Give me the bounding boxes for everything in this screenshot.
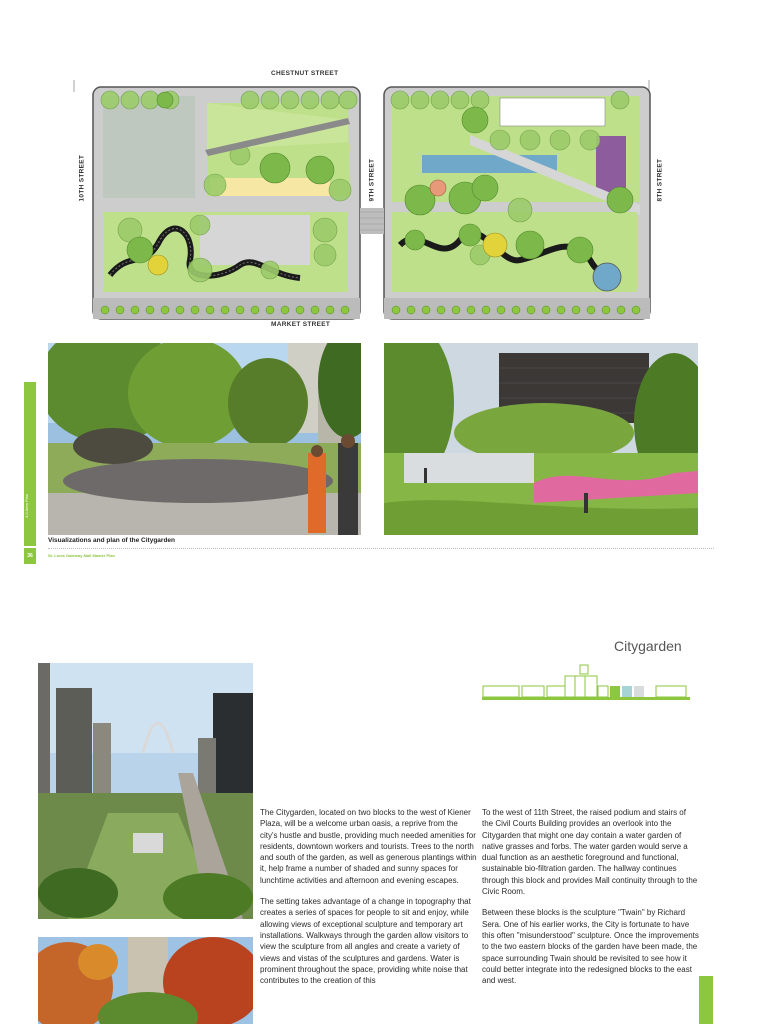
street-label-west: 10TH STREET [78, 154, 86, 202]
visualization-photo-left [48, 343, 361, 535]
paragraph: The Citygarden, located on two blocks to the west of Kiener Plaza, will be a welcome urban oasis, a reprive from the city's hustle and bustle, providing much needed amenities for residents, downtown workers and tourists. Trees to the north and south of the garden, as well as generous plantings within it, help frame a number of shaded and sunny spaces for lunchtime activities and afternoon and evening escapes. [260, 808, 477, 885]
right-accent-bar [699, 976, 713, 1024]
body-column-1 [260, 807, 477, 996]
street-label-north: CHESTNUT STREET [271, 70, 339, 77]
paragraph: The setting takes advantage of a change in topography that creates a series of spaces for people to sit and enjoy, while allowing views of exceptional sculpture and temporary art installations. Walkways through the garden allow visitors to view the sculpture from all angles and create a variety of views and vistas of the sculptures and gardens. Water is prominent throughout the space, providing white noise that contributes to the creation of this [260, 897, 471, 986]
aerial-photo [38, 663, 253, 919]
paragraph: To the west of 11th Street, the raised podium and stairs of the Civil Courts Building provides an overlook into the Citygarden that might one day contain a water garden of native grasses and forbs. The water garden would serve a dual function as an aesthetic foreground and functional, sustainable bio-filtration garden. The hallway continues through this block and provides Mall continuity through to the Civic Room. [482, 808, 698, 897]
page-footer: St. Louis Gateway Mall Master Plan [48, 553, 115, 558]
street-label-middle: 9TH STREET [368, 158, 376, 202]
citygarden-block-key [482, 662, 692, 702]
visualization-photo-right [384, 343, 698, 535]
footer-rule [48, 548, 714, 549]
plan-drawing [0, 0, 768, 340]
figure-caption: Visualizations and plan of the Citygarden [48, 537, 176, 544]
autumn-photo [38, 937, 253, 1024]
street-label-south: MARKET STREET [271, 321, 331, 328]
street-label-east: 8TH STREET [656, 158, 664, 202]
section-title: Citygarden [614, 638, 682, 654]
paragraph: Between these blocks is the sculpture "Twain" by Richard Sera. One of his earlier works, the City is fortunate to have this often "misunderstood" sculpture. Once the improvements to the two eastern blocks of the garden have been made, the space surrounding Twain should be revisited to see how it could better integrate into the redesigned blocks to the east and west. [482, 908, 699, 986]
side-accent-bar [24, 382, 36, 546]
side-section-label: 4.0 Area Plan [24, 493, 29, 518]
body-column-2 [482, 807, 699, 996]
page-number: 36 [24, 548, 36, 564]
